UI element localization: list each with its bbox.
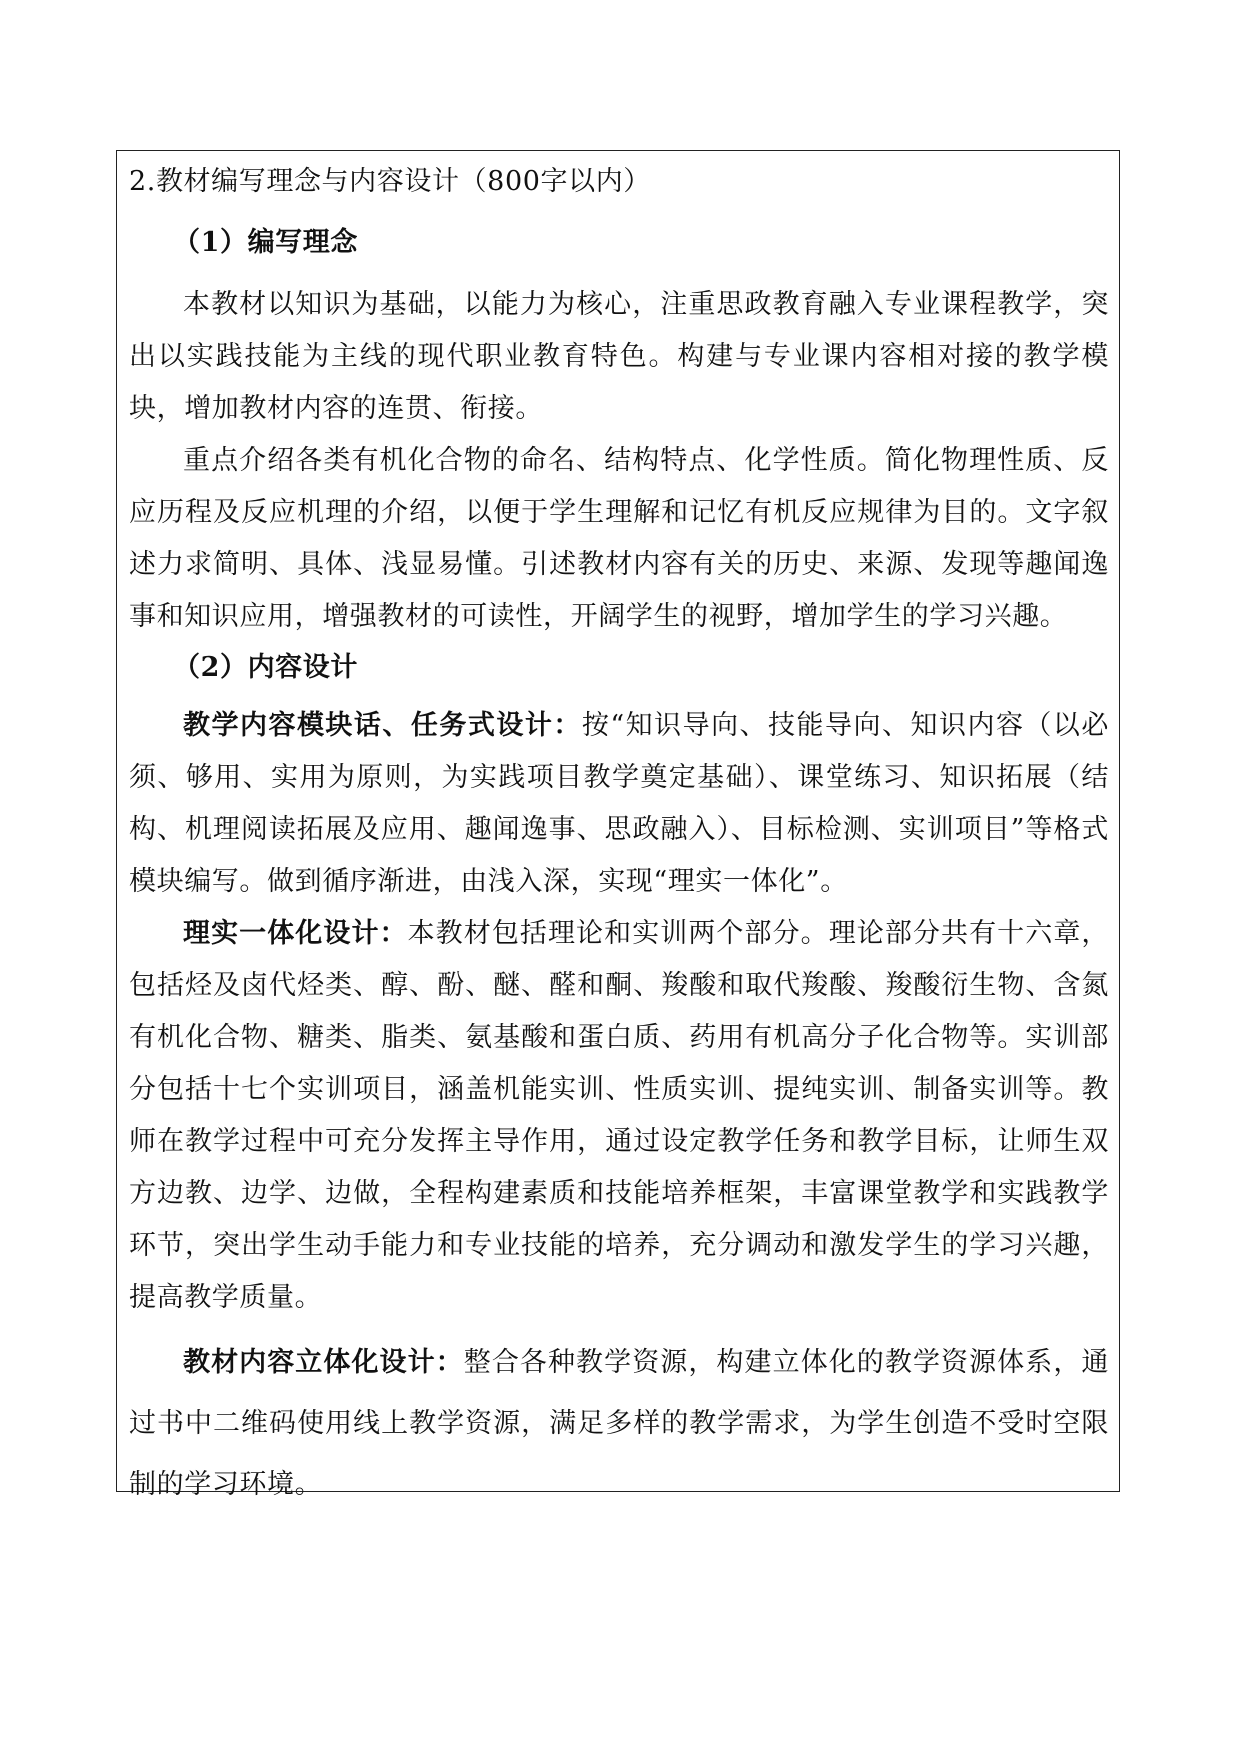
part2-item-3-lead: 教材内容立体化设计： (183, 1347, 464, 1378)
part2-item-1 (129, 700, 1109, 908)
document-table-cell (116, 150, 1120, 1500)
part2-item-3-text: 整合各种教学资源，构建立体化的教学资源体系，通过书中二维码使用线上教学资源，满足多样的教学需求，为学生创造不受时空限制的学习环境。 (129, 1347, 1109, 1500)
part2-item-1-lead: 教学内容模块话、任务式设计： (183, 710, 582, 741)
part2-item-3 (129, 1332, 1109, 1515)
part2-item-2 (129, 908, 1109, 1324)
part1-paragraph-2: 重点介绍各类有机化合物的命名、结构特点、化学性质。简化物理性质、反应历程及反应机理的介绍，以便于学生理解和记忆有机反应规律为目的。文字叙述力求简明、具体、浅显易懂。引述教材内容有关的历史、来源、发现等趣闻逸事和知识应用，增强教材的可读性，开阔学生的视野，增加学生的学习兴趣。 (129, 445, 1109, 632)
part2-item-2-text: 本教材包括理论和实训两个部分。理论部分共有十六章，包括烃及卤代烃类、醇、酚、醚、醛和酮、羧酸和取代羧酸、羧酸衍生物、含氮有机化合物、糖类、脂类、氨基酸和蛋白质、药用有机高分子化合物等。实训部分包括十七个实训项目，涵盖机能实训、性质实训、提纯实训、制备实训等。教师在教学过程中可充分发挥主导作用，通过设定教学任务和教学目标，让师生双方边教、边学、边做，全程构建素质和技能培养框架，丰富课堂教学和实践教学环节，突出学生动手能力和专业技能的培养，充分调动和激发学生的学习兴趣，提高教学质量。 (129, 918, 1109, 1313)
part2-heading: （2）内容设计 (173, 652, 358, 683)
part2-item-2-lead: 理实一体化设计： (183, 918, 408, 949)
document-content (129, 165, 1109, 1515)
part1-paragraph-1: 本教材以知识为基础，以能力为核心，注重思政教育融入专业课程教学，突出以实践技能为主线的现代职业教育特色。构建与专业课内容相对接的教学模块，增加教材内容的连贯、衔接。 (129, 289, 1109, 424)
section-title: 2.教材编写理念与内容设计（800字以内） (129, 166, 651, 197)
part1-heading: （1）编写理念 (173, 227, 358, 258)
part2-item-1-text: 按“知识导向、技能导向、知识内容（以必须、够用、实用为原则，为实践项目教学奠定基础）、课堂练习、知识拓展（结构、机理阅读拓展及应用、趣闻逸事、思政融入）、目标检测、实训项目”等格式模块编写。做到循序渐进，由浅入深，实现“理实一体化”。 (129, 710, 1110, 897)
